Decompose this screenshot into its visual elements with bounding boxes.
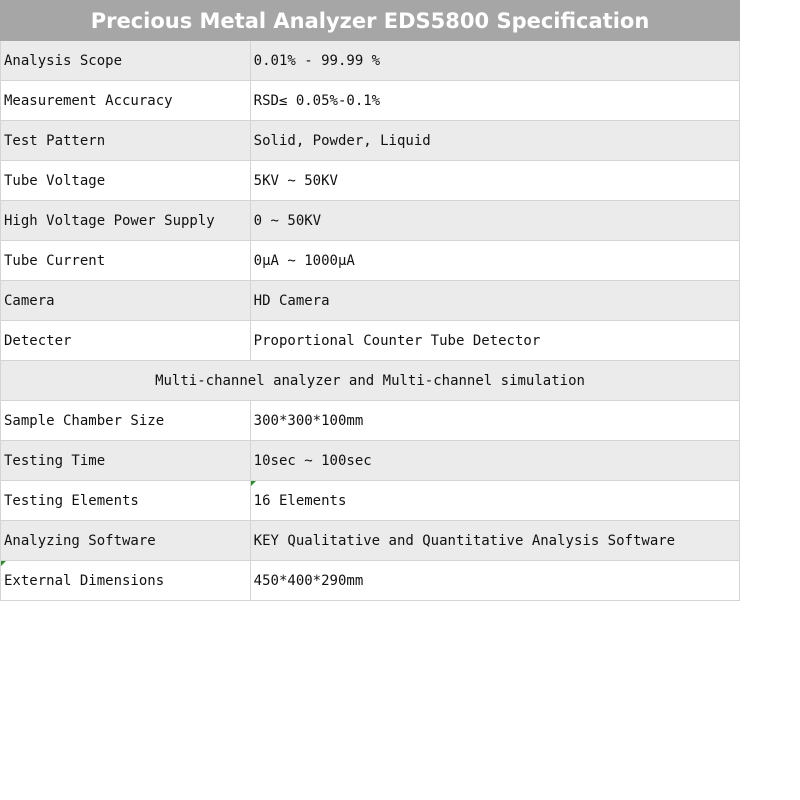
table-row	[1, 561, 740, 601]
spec-label: Measurement Accuracy	[1, 81, 251, 121]
spec-label: Testing Time	[1, 441, 251, 481]
spec-value: 10sec ~ 100sec	[250, 441, 739, 481]
table-row	[1, 401, 740, 441]
table-row	[1, 81, 740, 121]
spec-value: 450*400*290mm	[250, 561, 739, 601]
spec-label: Tube Voltage	[1, 161, 251, 201]
spec-label: Testing Elements	[1, 481, 251, 521]
spec-value: 0.01% - 99.99 %	[250, 41, 739, 81]
spec-label: High Voltage Power Supply	[1, 201, 251, 241]
table-row	[1, 521, 740, 561]
spec-label	[1, 561, 251, 601]
spec-label: Camera	[1, 281, 251, 321]
table-row	[1, 41, 740, 81]
spec-label: Tube Current	[1, 241, 251, 281]
spec-value: 300*300*100mm	[250, 401, 739, 441]
table-row	[1, 441, 740, 481]
spec-value-text: 16 Elements	[253, 492, 347, 509]
spec-value: Solid, Powder, Liquid	[250, 121, 739, 161]
table-row	[1, 321, 740, 361]
table-row	[1, 121, 740, 161]
merged-cell: Multi-channel analyzer and Multi-channel simulation	[1, 361, 740, 401]
spec-label: Detecter	[1, 321, 251, 361]
table-row	[1, 241, 740, 281]
spec-label: Analyzing Software	[1, 521, 251, 561]
spec-label: Analysis Scope	[1, 41, 251, 81]
spec-value: 0μA ~ 1000μA	[250, 241, 739, 281]
table-title: Precious Metal Analyzer EDS5800 Specification	[1, 1, 740, 41]
spec-label: Test Pattern	[1, 121, 251, 161]
cell-marker-icon	[251, 481, 256, 486]
merged-row	[1, 361, 740, 401]
title-row	[1, 1, 740, 41]
spec-value: RSD≤ 0.05%-0.1%	[250, 81, 739, 121]
spec-value: HD Camera	[250, 281, 739, 321]
table-row	[1, 201, 740, 241]
spec-value: 5KV ~ 50KV	[250, 161, 739, 201]
table-row	[1, 481, 740, 521]
spec-value: Proportional Counter Tube Detector	[250, 321, 739, 361]
spec-label-text: External Dimensions	[4, 572, 165, 589]
cell-marker-icon	[1, 561, 6, 566]
spec-value: KEY Qualitative and Quantitative Analysis Software	[250, 521, 739, 561]
spec-value: 0 ~ 50KV	[250, 201, 739, 241]
spec-label: Sample Chamber Size	[1, 401, 251, 441]
spec-value	[250, 481, 739, 521]
table-row	[1, 161, 740, 201]
table-row	[1, 281, 740, 321]
